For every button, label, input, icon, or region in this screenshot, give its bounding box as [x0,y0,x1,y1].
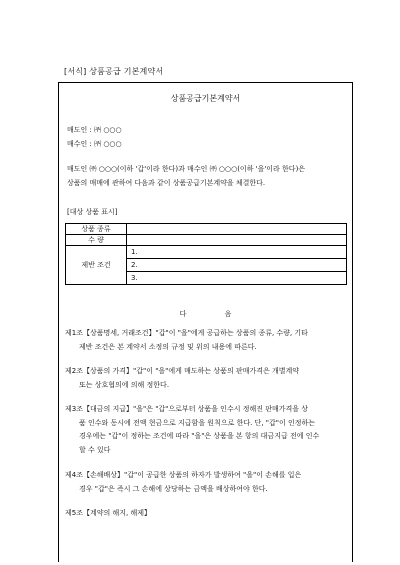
buyer-line: 매수인 : ㈜ ○○○ [67,140,122,148]
article-line: 제2조【상품의 가격】"갑"이 "을"에게 매도하는 상품의 판매가격은 개별계약 [65,367,300,375]
conditions-label: 제반 조건 [66,246,127,285]
article-4 [65,469,346,496]
article-line: 경우 "갑"은 즉시 그 손해에 상당하는 금액을 배상하여야 한다. [79,484,268,493]
intro-paragraph [67,163,344,190]
article-line: 제3조【대금의 지급】"을"은 "갑"으로부터 상품을 인수시 정해진 판매가격을 상 [65,405,309,413]
article-5 [65,507,346,521]
article-line: 품 인수와 동시에 전액 현금으로 지급함을 원칙으로 한다. 단, "갑"이 인정하는 [79,418,315,427]
table-row [66,224,347,235]
article-line: 제4조【손해배상】"갑"이 공급한 상품의 하자가 발생하여 "을"이 손해를 입은 [65,471,302,479]
article-line: 제5조【계약의 해지, 해제】 [65,509,151,517]
article-2 [65,365,346,392]
table-row [66,235,347,246]
document-title: 상품공급기본계약서 [170,94,241,103]
quantity-label: 수 량 [66,235,127,246]
goods-type-label: 상품 종류 [66,224,127,235]
quantity-value [127,235,347,246]
article-line: 제1조【상품명세, 거래조건】"갑"이 "을"에게 공급하는 상품의 종류, 수량, 기타 [65,329,308,337]
condition-item: 3. [127,271,346,284]
header-label: [서식] 상품공급 기본계약서 [64,67,164,76]
article-line: 경우에는 "갑"이 정하는 조건에 따라 "을"은 상품을 본 항의 대금지급 전에 인수 [79,432,320,440]
intro-line: 매도인 ㈜ ○○○(이하 '갑'이라 한다)과 매수인 ㈜ ○○○(이하 '을'이라 한다)은 [67,165,306,173]
dabum-heading: 다 음 [179,310,250,318]
conditions-cell [127,246,347,285]
article-line: 할 수 있다 [79,445,111,454]
intro-line: 상품의 매매에 관하여 다음과 같이 상품공급기본계약을 체결한다. [67,178,266,187]
article-line: 또는 상호협의에 의해 정한다. [79,380,170,389]
article-line: 제반 조건은 본 계약서 소정의 규정 및 위의 내용에 따른다. [79,342,257,351]
seller-line: 매도인 : ㈜ ○○○ [67,126,122,134]
article-1 [65,327,346,354]
condition-item: 1. [131,248,138,256]
article-3 [65,403,346,457]
table-row [66,246,347,285]
condition-item: 2. [127,258,346,271]
goods-type-value [127,224,347,235]
goods-table [65,223,347,285]
contract-document [58,82,353,562]
goods-section-label: [대상 상품 표시] [67,208,118,216]
